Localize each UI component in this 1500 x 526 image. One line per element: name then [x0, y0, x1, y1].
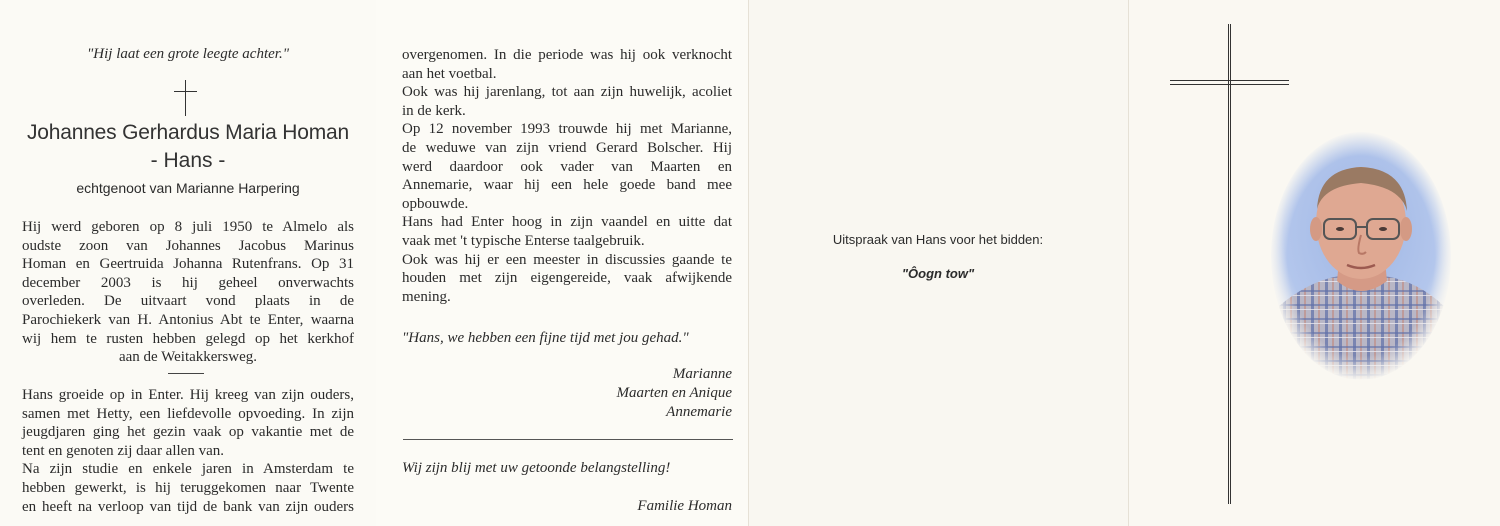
text-line: overgenomen. In die periode was hij ook verknocht [402, 47, 732, 63]
family-signature: Familie Homan [637, 498, 732, 514]
text-line: opbouwde. [402, 195, 469, 212]
cross-icon-bar [174, 91, 197, 92]
text-line: de weduwe van zijn vriend Gerard Bolscher. Hij [402, 139, 732, 156]
divider [403, 439, 733, 440]
card-fold [748, 0, 749, 526]
closing-quote: "Hans, we hebben een fijne tijd met jou gehad." [402, 330, 689, 346]
text-line: Na zijn studie en enkele jaren in Amsterdam te [22, 461, 354, 478]
deceased-nickname: - Hans - [150, 149, 226, 172]
opening-quote: "Hij laat een grote leegte achter." [87, 46, 289, 62]
saying-intro: Uitspraak van Hans voor het bidden: [832, 232, 1044, 247]
divider [168, 373, 204, 374]
text-line: mening. [402, 288, 451, 305]
biography-paragraph-1 [22, 218, 354, 367]
text-line: tent en genoten zij daar allen van. [22, 442, 224, 459]
card-fold [1128, 0, 1129, 526]
text-line: in de kerk. [402, 102, 466, 119]
text-line: en heeft na verloop van tijd de bank van zijn ouders [22, 498, 354, 515]
biography-continued [402, 46, 732, 306]
text-line: samen met Hetty, een liefdevolle opvoeding. In zijn [22, 405, 354, 422]
spouse-line: echtgenoot van Marianne Harpering [76, 180, 300, 196]
text-line: Annemarie, waar hij een hele goede band mee [402, 177, 732, 194]
large-cross-icon [1228, 24, 1231, 504]
text-line: Ook was hij jarenlang, tot aan zijn huwelijk, acoliet [402, 84, 732, 101]
text-line: aan het voetbal. [402, 65, 497, 82]
text-line: december 2003 is hij geheel onverwachts [22, 274, 354, 291]
signatory: Marianne [672, 366, 732, 382]
biography-paragraph-2 [22, 386, 354, 516]
signatory: Maarten en Anique [616, 385, 732, 401]
text-line: overleden. De uitvaart vond plaats in de [22, 293, 354, 310]
signatory: Annemarie [666, 404, 732, 420]
text-line: Hans groeide op in Enter. Hij kreeg van zijn ouders, [22, 387, 354, 403]
text-line: Parochiekerk van H. Antonius Abt te Enter, waarna [22, 311, 354, 328]
text-line: houden met zijn eigengereide, vaak afwijkende [402, 270, 732, 287]
text-line: wij hem te rusten hebben gelegd op het kerkhof [22, 330, 354, 347]
text-line: aan de Weitakkersweg. [118, 349, 258, 366]
text-line: vaak met 't typische Enterse taalgebruik. [402, 232, 645, 249]
text-line: Hij werd geboren op 8 juli 1950 te Almelo als [22, 219, 354, 235]
cross-icon [185, 80, 186, 116]
portrait-photo [1269, 131, 1453, 381]
text-line: jeugdjaren ging het gezin vaak op vakantie met de [22, 424, 354, 441]
text-line: Ook was hij er een meester in discussies gaande te [402, 251, 732, 268]
text-line: Hans had Enter hoog in zijn vaandel en uitte dat [402, 214, 732, 231]
text-line: Homan en Geertruida Johanna Rutenfrans. Op 31 [22, 256, 354, 273]
text-line: Op 12 november 1993 trouwde hij met Marianne, [402, 121, 732, 138]
deceased-name: Johannes Gerhardus Maria Homan [26, 121, 349, 144]
saying-text: "Ôogn tow" [901, 266, 975, 281]
card-page-saying [748, 0, 1128, 526]
text-line: oudste zoon van Johannes Jacobus Marinus [22, 237, 354, 254]
text-line: werd daardoor ook vader van Maarten en [402, 158, 732, 175]
text-line: hebben gewerkt, is hij teruggekomen naar Twente [22, 479, 354, 496]
large-cross-icon-bar [1170, 80, 1289, 85]
thanks-line: Wij zijn blij met uw getoonde belangstelling! [402, 460, 671, 476]
